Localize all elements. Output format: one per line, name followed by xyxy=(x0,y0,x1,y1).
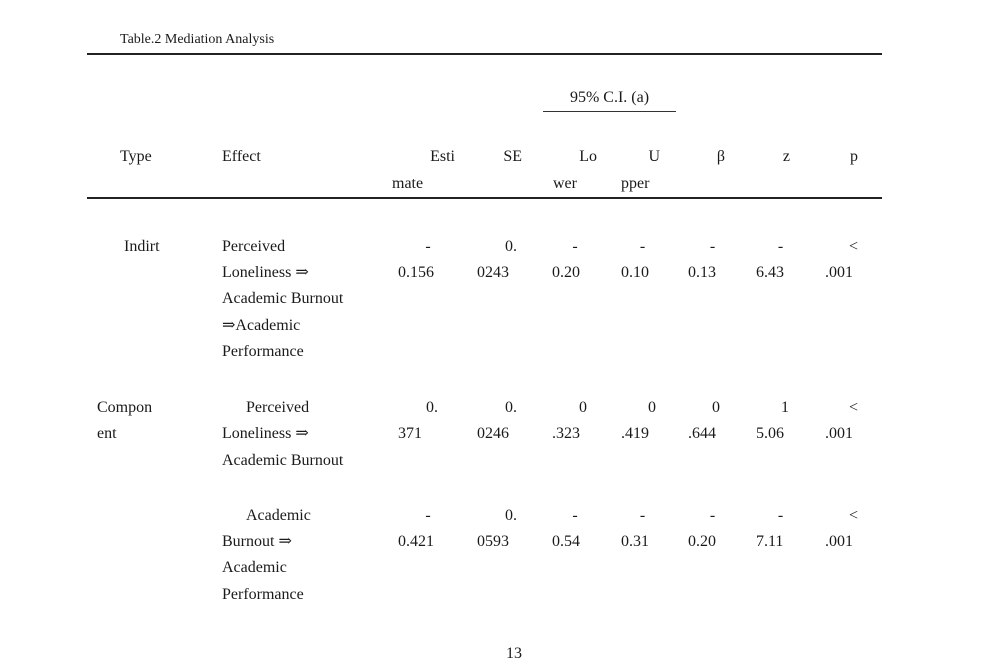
header-upper-2: pper xyxy=(621,175,650,192)
row-effect-line: ⇒Academic xyxy=(222,317,301,334)
p-cell: .001 xyxy=(825,264,853,281)
estimate-cell: 0. xyxy=(426,399,438,416)
row-effect-line: Loneliness ⇒ xyxy=(222,425,309,442)
se-cell: 0. xyxy=(505,399,517,416)
row-effect-line: Academic Burnout xyxy=(222,452,344,469)
page-number: 13 xyxy=(506,645,522,662)
top-rule xyxy=(87,53,882,55)
header-upper-1: U xyxy=(648,148,660,165)
row-effect-line: Perceived xyxy=(246,399,310,416)
se-cell: 0593 xyxy=(477,533,509,550)
header-se: SE xyxy=(503,148,522,165)
beta-cell: 0.20 xyxy=(688,533,716,550)
se-cell: 0. xyxy=(505,507,517,524)
row-effect-line: Performance xyxy=(222,586,304,603)
table-caption: Table.2 Mediation Analysis xyxy=(120,32,275,47)
beta-cell: 0.13 xyxy=(688,264,716,281)
z-cell: 1 xyxy=(781,399,789,416)
row-type: Indirt xyxy=(124,238,160,255)
estimate-cell: - xyxy=(425,507,431,524)
upper-cell: .419 xyxy=(621,425,649,442)
beta-cell: - xyxy=(709,238,716,255)
se-cell: 0. xyxy=(505,238,517,255)
z-cell: 5.06 xyxy=(756,425,784,442)
row-effect-line: Academic Burnout xyxy=(222,290,344,307)
header-estimate-1: Esti xyxy=(430,148,455,165)
upper-cell: 0.31 xyxy=(621,533,649,550)
z-cell: 6.43 xyxy=(756,264,784,281)
header-p: p xyxy=(850,148,858,165)
p-cell: .001 xyxy=(825,533,853,550)
header-beta: β xyxy=(716,148,725,165)
se-cell: 0243 xyxy=(477,264,509,281)
estimate-cell: 0.421 xyxy=(398,533,434,550)
header-estimate-2: mate xyxy=(392,175,424,192)
estimate-cell: - xyxy=(425,238,431,255)
beta-cell: .644 xyxy=(688,425,716,442)
row-effect-line: Academic xyxy=(222,559,287,576)
row-effect-line: Loneliness ⇒ xyxy=(222,264,309,281)
p-cell: < xyxy=(848,238,858,255)
lower-cell: 0 xyxy=(579,399,587,416)
header-lower-2: wer xyxy=(553,175,577,192)
lower-cell: - xyxy=(572,507,578,524)
header-effect: Effect xyxy=(222,148,261,165)
header-lower-1: Lo xyxy=(579,148,597,165)
p-cell: < xyxy=(848,399,858,416)
row-effect-line: Academic xyxy=(246,507,311,524)
row-type: ent xyxy=(97,425,117,442)
row-effect-line: Performance xyxy=(222,343,304,360)
beta-cell: 0 xyxy=(712,399,720,416)
row-effect-line: Burnout ⇒ xyxy=(222,533,292,550)
ci-underline xyxy=(543,111,676,112)
upper-cell: 0.10 xyxy=(621,264,649,281)
header-type: Type xyxy=(120,148,152,165)
row-effect-line: Perceived xyxy=(222,238,286,255)
header-rule xyxy=(87,197,882,199)
p-cell: .001 xyxy=(825,425,853,442)
lower-cell: .323 xyxy=(552,425,580,442)
row-type: Compon xyxy=(97,399,153,416)
z-cell: - xyxy=(777,238,784,255)
z-cell: 7.11 xyxy=(756,533,784,550)
beta-cell: - xyxy=(709,507,716,524)
estimate-cell: 371 xyxy=(398,425,422,442)
upper-cell: - xyxy=(639,507,646,524)
lower-cell: 0.54 xyxy=(552,533,580,550)
header-z: z xyxy=(782,148,790,165)
upper-cell: - xyxy=(639,238,646,255)
p-cell: < xyxy=(848,507,858,524)
lower-cell: - xyxy=(572,238,578,255)
upper-cell: 0 xyxy=(648,399,656,416)
ci-header: 95% C.I. (a) xyxy=(569,89,650,106)
z-cell: - xyxy=(777,507,784,524)
lower-cell: 0.20 xyxy=(552,264,580,281)
estimate-cell: 0.156 xyxy=(398,264,434,281)
se-cell: 0246 xyxy=(477,425,509,442)
